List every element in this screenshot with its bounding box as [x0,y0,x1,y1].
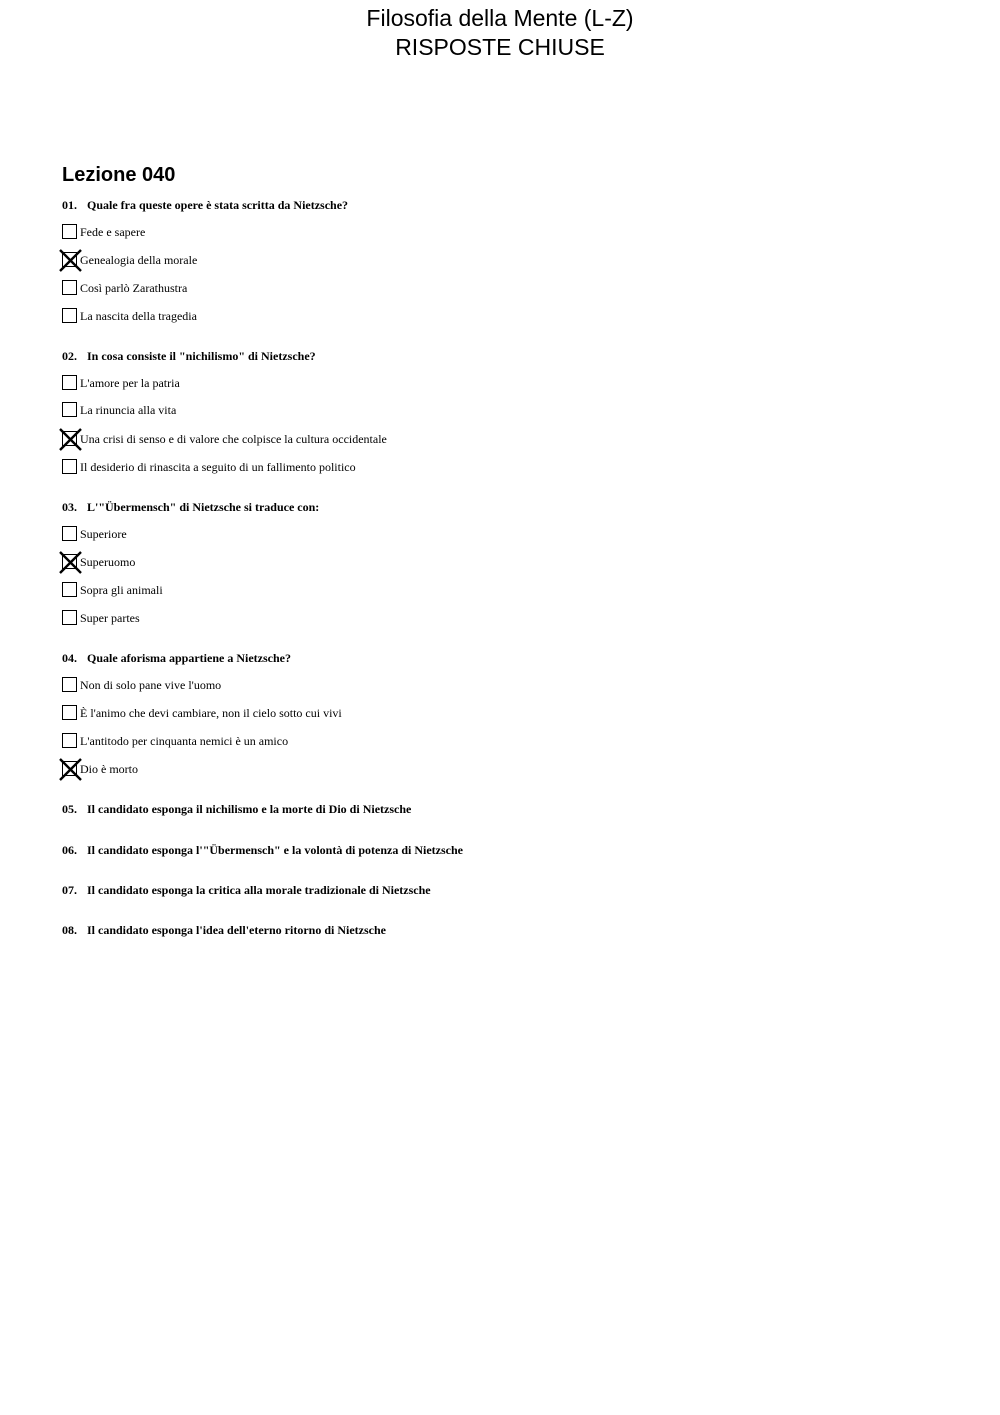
option-label: La rinuncia alla vita [80,403,177,417]
question-number: 04. [62,651,77,665]
question-02 [62,348,316,364]
question-07 [62,882,431,898]
lesson-heading: Lezione 040 [62,164,176,186]
option-label: Il desiderio di rinascita a seguito di un fallimento politico [80,460,356,474]
question-03 [62,499,319,515]
checkbox[interactable] [62,402,77,417]
question-text: Il candidato esponga il nichilismo e la morte di Dio di Nietzsche [87,802,412,816]
option-label: L'amore per la patria [80,376,180,390]
question-number: 03. [62,500,77,514]
option-label: Genealogia della morale [80,253,198,267]
question-05 [62,801,411,817]
option-label: Superuomo [80,555,136,569]
checkbox[interactable] [62,280,77,295]
question-text: Il candidato esponga l'"Übermensch" e la volontà di potenza di Nietzsche [87,843,463,857]
checked-checkbox[interactable] [62,431,77,446]
option-label: Non di solo pane vive l'uomo [80,678,222,692]
question-text: Il candidato esponga la critica alla morale tradizionale di Nietzsche [87,883,431,897]
option-label: Così parlò Zarathustra [80,281,188,295]
question-number: 01. [62,198,77,212]
question-01 [62,197,348,213]
question-04 [62,650,291,666]
checked-checkbox[interactable] [62,554,77,569]
checked-checkbox[interactable] [62,252,77,267]
document-title: Filosofia della Mente (L-Z) [366,5,634,31]
question-text: Quale fra queste opere è stata scritta da Nietzsche? [87,198,349,212]
checkbox[interactable] [62,610,77,625]
checkbox[interactable] [62,582,77,597]
question-08 [62,922,386,938]
checkbox[interactable] [62,733,77,748]
document-subtitle: RISPOSTE CHIUSE [395,34,605,60]
question-text: L'"Übermensch" di Nietzsche si traduce con: [87,500,320,514]
question-number: 05. [62,802,77,816]
checkbox[interactable] [62,677,77,692]
option-label: Sopra gli animali [80,583,163,597]
document-header [0,4,1000,62]
option-label: È l'animo che devi cambiare, non il cielo sotto cui vivi [80,706,342,720]
option-label: L'antitodo per cinquanta nemici è un amico [80,734,289,748]
option-label: Super partes [80,611,140,625]
checkbox[interactable] [62,705,77,720]
option-label: Fede e sapere [80,225,146,239]
option-label: Una crisi di senso e di valore che colpisce la cultura occidentale [80,432,387,446]
option-label: Dio è morto [80,762,138,776]
checked-checkbox[interactable] [62,761,77,776]
question-number: 02. [62,349,77,363]
question-06 [62,842,463,858]
question-text: In cosa consiste il "nichilismo" di Nietzsche? [87,349,316,363]
checkbox[interactable] [62,526,77,541]
checkbox[interactable] [62,375,77,390]
question-number: 08. [62,923,77,937]
question-text: Il candidato esponga l'idea dell'eterno ritorno di Nietzsche [87,923,386,937]
option-label: Superiore [80,527,127,541]
question-number: 06. [62,843,77,857]
checkbox[interactable] [62,459,77,474]
checkbox[interactable] [62,308,77,323]
question-text: Quale aforisma appartiene a Nietzsche? [87,651,291,665]
checkbox[interactable] [62,224,77,239]
question-number: 07. [62,883,77,897]
option-label: La nascita della tragedia [80,309,197,323]
